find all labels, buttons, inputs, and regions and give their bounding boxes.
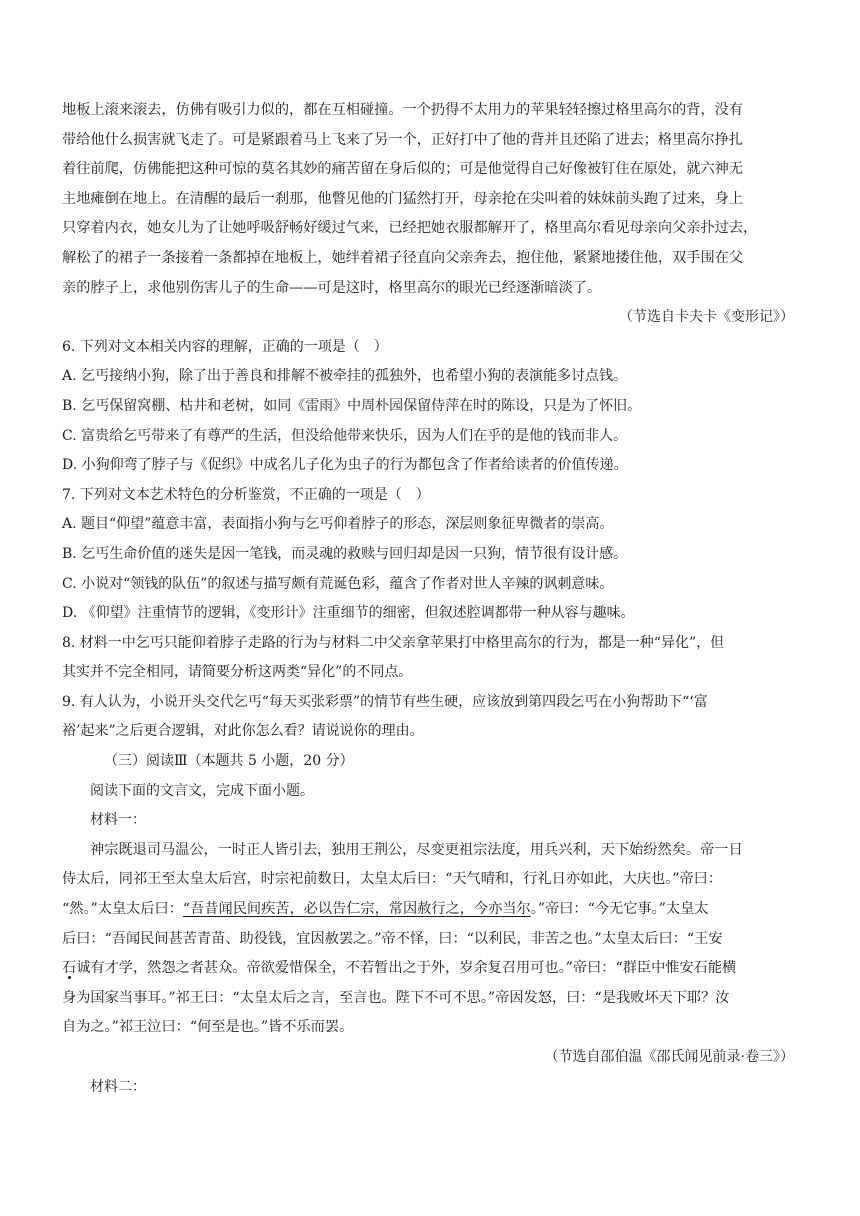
- option-b: B. 乞丐生命价值的迷失是因一笔钱，而灵魂的救赎与回归却是因一只狗，情节很有设计感。: [62, 545, 628, 562]
- passage-source: （节选自卡夫卡《变形记》）: [619, 309, 794, 326]
- passage-continuation: [62, 96, 798, 333]
- option-c: C. 富贵给乞丐带来了有尊严的生活，但没给他带来快乐，因为人们在乎的是他的钱而非人。: [62, 427, 628, 444]
- option-c: C. 小说对“领钱的队伍”的叙述与描写颇有荒诞色彩，蕴含了作者对世人辛辣的讽刺意味。: [62, 575, 614, 592]
- material-1-line-2: 侍太后，同祁王至太皇太后宫，时宗祀前数日，太皇太后曰：“天气晴和，行礼日亦如此，大庆也。”帝曰：: [62, 871, 723, 888]
- question-6: [62, 333, 798, 481]
- question-8-line-1: 8. 材料一中乞丐只能仰着脖子走路的行为与材料二中父亲拿苹果打中格里高尔的行为，都是一种“异化”，但: [62, 634, 725, 651]
- line-3-suffix: 。”帝曰：“今无它事。”太皇太: [530, 901, 709, 918]
- underlined-sentence: “吾昔闻民间疾苦，必以告仁宗，常因赦行之，今亦当尔: [182, 901, 531, 918]
- material-1-line-1: 神宗既退司马温公，一时正人皆引去，独用王荆公，尽变更祖宗法度，用兵兴利，天下始纷然矣。帝一日: [90, 841, 743, 858]
- question-9-line-1: 9. 有人认为，小说开头交代乞丐“每天买张彩票”的情节有些生硬，应该放到第四段乞丐在小狗帮助下“‘富: [62, 693, 708, 710]
- passage-line-4: 主地瘫倒在地上。在清醒的最后一刹那，他瞥见他的门猛然打开，母亲抢在尖叫着的妹妹前头跑了过来，身上: [62, 190, 744, 207]
- line-3-prefix: “然。”太皇太后曰：: [62, 901, 183, 918]
- passage-line-6: 解松了的裙子一条接着一条都掉在地板上，她绊着裙子径直向父亲奔去，抱住他，紧紧地搂住他，双手围在父: [62, 249, 744, 266]
- material-1-label: 材料一：: [90, 812, 146, 829]
- option-a: A. 乞丐接纳小狗，除了出于善良和排解不被牵挂的孤独外，也希望小狗的表演能多讨点钱。: [62, 368, 628, 385]
- material-1-line-3: [62, 895, 798, 925]
- passage-line-5: 只穿着内衣，她女儿为了让她呼吸舒畅好缓过气来，已经把她衣服都解开了，格里高尔看见母亲向父亲扑过去，: [62, 220, 758, 237]
- option-b: B. 乞丐保留窝棚、枯井和老树，如同《雷雨》中周朴园保留侍萍在时的陈设，只是为了怀旧。: [62, 397, 642, 414]
- material-1-line-6: 身为国家当事耳。”祁王曰：“太皇太后之言，至言也。陛下不可不思。”帝因发怒，曰：“是我败坏天下耶？汝: [62, 989, 730, 1006]
- passage-line-7: 亲的脖子上，求他别伤害儿子的生命——可是这时，格里高尔的眼光已经逐渐暗淡了。: [62, 279, 602, 296]
- dotted-character: 石: [62, 960, 77, 977]
- question-8-line-2: 其实并不完全相同，请简要分析这两类“异化”的不同点。: [62, 664, 413, 681]
- material-1-line-4: 后曰：“吾闻民间甚苦青苗、助役钱，宜因赦罢之。”帝不怿，曰：“以利民，非苦之也。”太皇太后曰：“王安: [62, 930, 723, 947]
- section-heading: （三）阅读Ⅲ（本题共 5 小题，20 分）: [104, 753, 354, 770]
- option-d: D. 《仰望》注重情节的逻辑，《变形计》注重细节的细密，但叙述腔调都带一种从容与趣味。: [62, 605, 635, 622]
- question-8: [62, 629, 798, 688]
- line-5-rest: 诚有才学，然怨之者甚众。帝欲爱惜保全，不若暂出之于外，岁余复召用可也。”帝曰：“群臣中惟安石能横: [76, 960, 737, 977]
- material-1-source: （节选自邵伯温《邵氏闻见前录·卷三》）: [544, 1049, 794, 1065]
- passage-line-1: 地板上滚来滚去，仿佛有吸引力似的，都在互相碰撞。一个扔得不太用力的苹果轻轻擦过格里高尔的背，没有: [62, 102, 744, 118]
- material-1-line-5: [62, 954, 798, 984]
- question-9-line-2: 裕’起来”之后更合逻辑，对此你怎么看？请说说你的理由。: [62, 723, 424, 740]
- question-stem: 7. 下列对文本艺术特色的分析鉴赏，不正确的一项是（ ）: [62, 486, 430, 503]
- question-stem: 6. 下列对文本相关内容的理解，正确的一项是（ ）: [62, 338, 388, 355]
- question-7: [62, 481, 798, 629]
- question-9: [62, 688, 798, 747]
- material-1-line-7: 自为之。”祁王泣曰：“何至是也。”皆不乐而罢。: [62, 1019, 354, 1036]
- material-1-text: [62, 836, 798, 1043]
- section-3: [62, 747, 798, 1102]
- passage-line-3: 着往前爬，仿佛能把这种可惊的莫名其妙的痛苦留在身后似的；可是他觉得自己好像被钉住在原处，就六神无: [62, 161, 744, 178]
- option-d: D. 小狗仰弯了脖子与《促织》中成名儿子化为虫子的行为都包含了作者给读者的价值传递。: [62, 457, 628, 474]
- option-a: A. 题目“仰望”蕴意丰富，表面指小狗与乞丐仰着脖子的形态，深层则象征卑微者的崇高。: [62, 516, 614, 533]
- section-instruction: 阅读下面的文言文，完成下面小题。: [90, 782, 314, 799]
- passage-line-2: 带给他什么损害就飞走了。可是紧跟着马上飞来了另一个，正好打中了他的背并且还陷了进去；格里高尔挣扎: [62, 131, 744, 148]
- material-2-label: 材料二：: [90, 1078, 146, 1095]
